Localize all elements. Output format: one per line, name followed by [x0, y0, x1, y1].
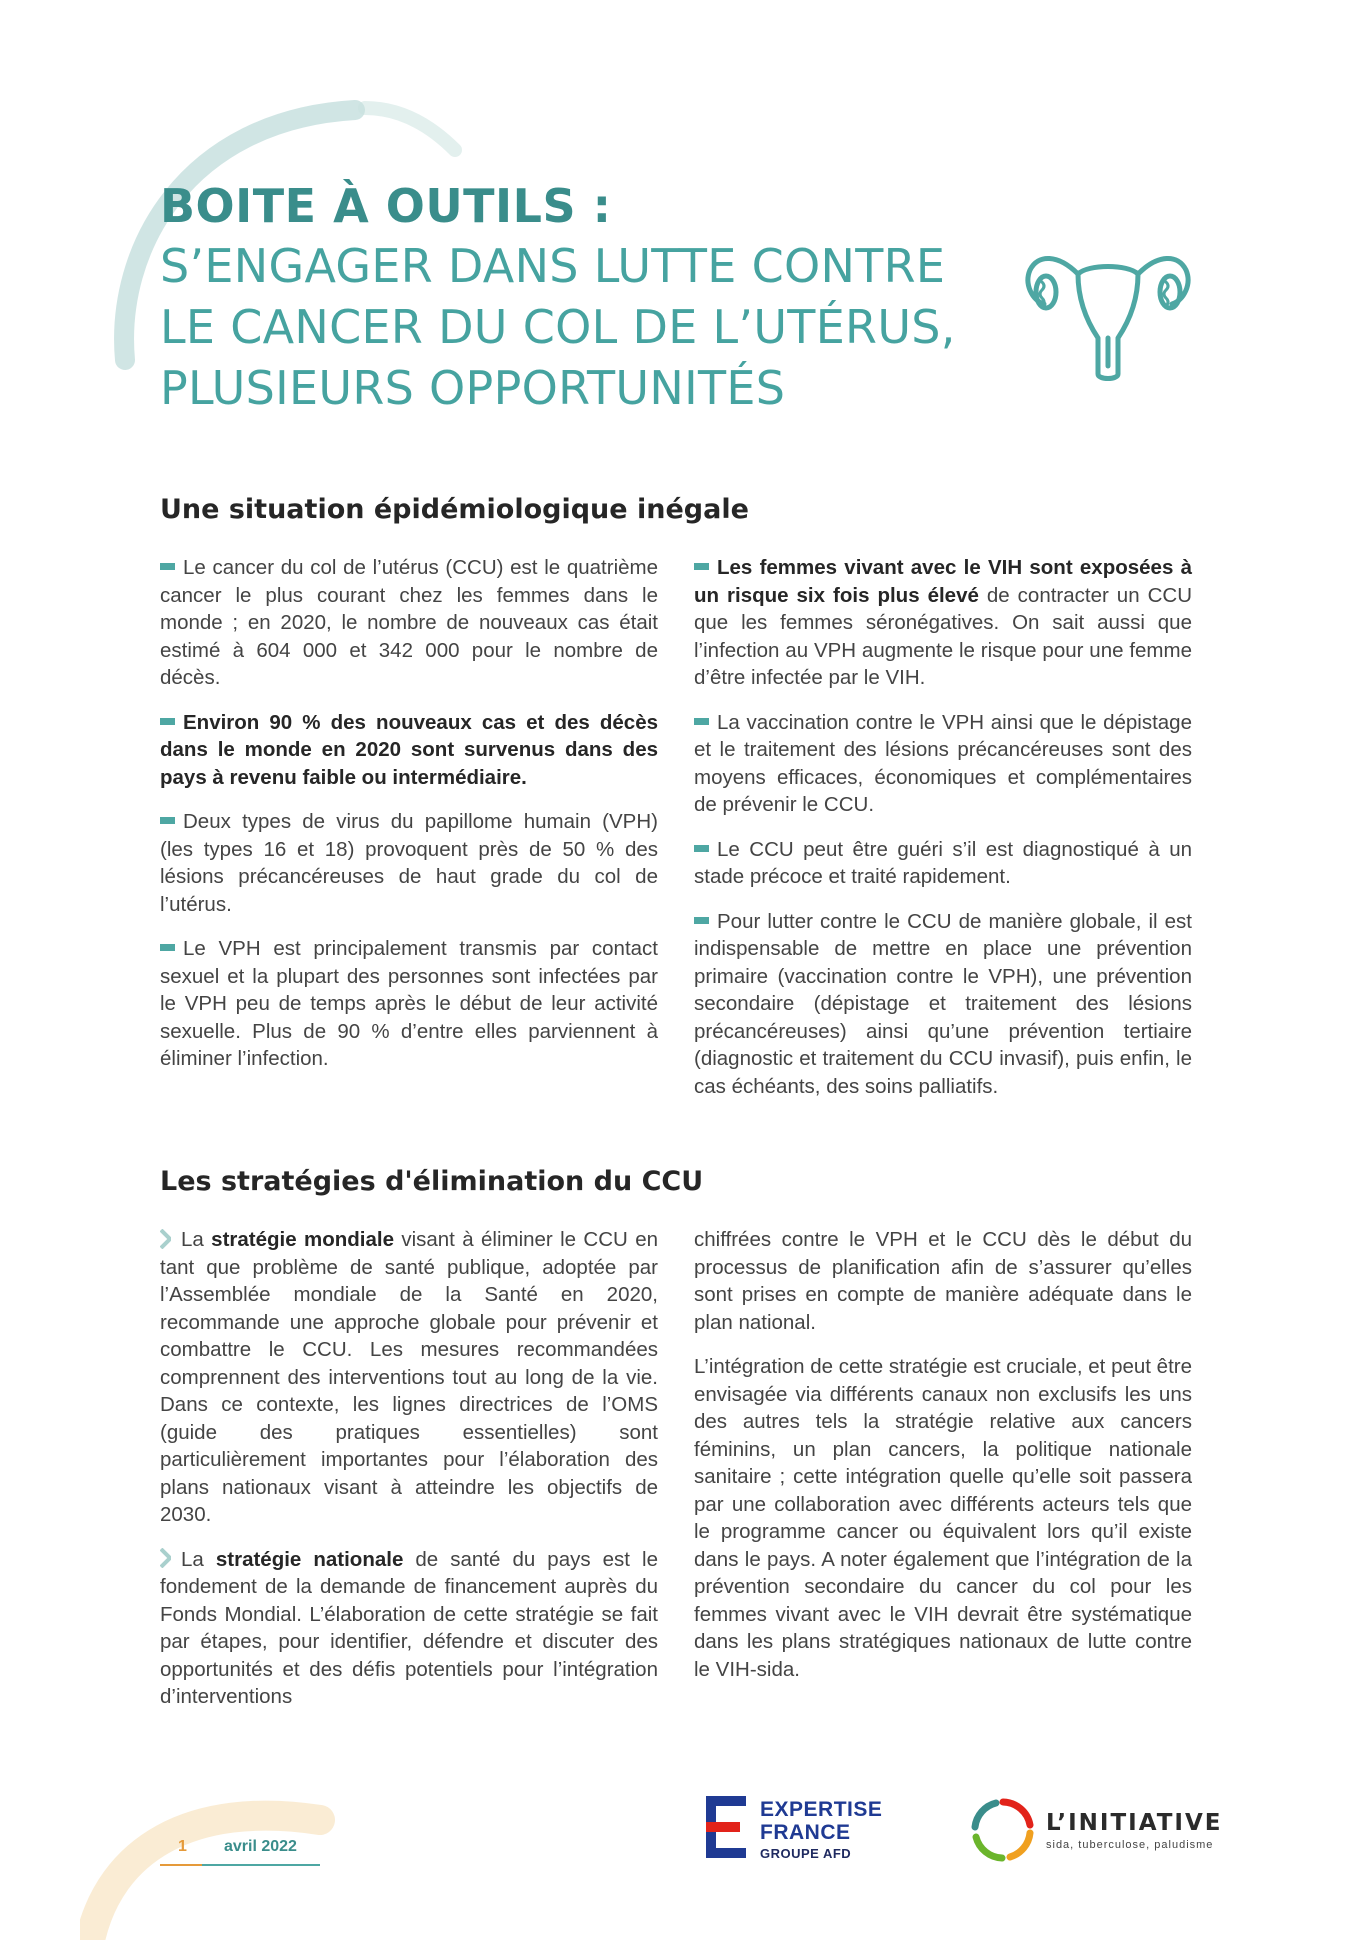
paragraph-bold: Environ 90 % des nouveaux cas et des décès dans le monde en 2020 sont survenus dans des pays à revenu faible ou intermédiaire. — [160, 710, 658, 789]
bullet-square-icon — [160, 944, 175, 951]
uterus-icon — [1018, 234, 1198, 384]
paragraph: Les femmes vivant avec le VIH sont exposées à un risque six fois plus élevé de contracter un CCU que les femmes séronégatives. On sait aussi que l’infection au VPH augmente le risque pour une femme d’être infectée par le VIH. — [694, 556, 1192, 689]
paragraph: chiffrées contre le VPH et le CCU dès le début du processus de planification afin de s’assurer qu’elles sont prises en compte de manière adéquate dans le plan national. — [694, 1228, 1192, 1334]
bullet-square-icon — [160, 718, 175, 725]
paragraph: Pour lutter contre le CCU de manière globale, il est indispensable de mettre en place une prévention primaire (vaccination contre le VPH), une prévention secondaire (dépistage et traitement des lésions précancéreuses) ainsi qu’une prévention tertiaire (diagnostic et traitement du CCU invasif), puis enfin, le cas échéants, des soins palliatifs. — [694, 909, 1192, 1098]
page-number: 1 — [178, 1838, 187, 1855]
footer-date: avril 2022 — [224, 1838, 297, 1855]
chevron-right-icon — [160, 1229, 171, 1249]
section1-left-column — [160, 554, 658, 1090]
bullet-square-icon — [160, 563, 175, 570]
section-title-epidemiology: Une situation épidémiologique inégale — [160, 494, 749, 525]
linitiative-ring-icon — [970, 1797, 1036, 1863]
page-subtitle-line-1: S’ENGAGER DANS LUTTE CONTRE — [160, 239, 946, 293]
expertise-france-logo-icon — [706, 1796, 750, 1858]
footer-divider-accent — [160, 1864, 202, 1866]
bullet-square-icon — [694, 563, 709, 570]
bullet-square-icon — [694, 718, 709, 725]
section-title-strategies: Les stratégies d'élimination du CCU — [160, 1166, 704, 1197]
page-subtitle-line-3: PLUSIEURS OPPORTUNITÉS — [160, 361, 786, 415]
bullet-square-icon — [694, 845, 709, 852]
section2-right-column — [694, 1226, 1192, 1700]
paragraph: Le cancer du col de l’utérus (CCU) est le quatrième cancer le plus courant chez les femmes dans le monde ; en 2020, le nombre de nouveaux cas était estimé à 604 000 et 342 000 pour le nombre de décès. — [160, 556, 658, 689]
section2-left-column — [160, 1226, 658, 1728]
expertise-france-logo: EXPERTISE FRANCE GROUPE AFD — [760, 1798, 883, 1861]
linitiative-logo: L’INITIATIVE sida, tuberculose, paludisme — [1046, 1810, 1223, 1851]
decorative-arc-bottom — [80, 1760, 340, 1940]
bullet-square-icon — [160, 817, 175, 824]
paragraph: L’intégration de cette stratégie est cruciale, et peut être envisagée via différents canaux non exclusifs les uns des autres tels la stratégie relative aux cancers féminins, un plan cancers, la politique nationale sanitaire ; cette intégration quelle qu’elle soit passera par une collaboration avec différents acteurs tels que le programme cancer ou équivalent lors qu’il existe dans le pays. A noter également que l’intégration de la prévention secondaire du cancer du col pour les femmes vivant avec le VIH devrait être systématique dans les plans stratégiques nationaux de lutte contre le VIH-sida. — [694, 1355, 1192, 1681]
page-title: BOITE À OUTILS : — [160, 179, 612, 233]
paragraph: La stratégie mondiale visant à éliminer le CCU en tant que problème de santé publique, adoptée par l’Assemblée mondiale de la Santé en 2020, recommande une approche globale pour prévenir et combattre le CCU. Les mesures recommandées comprennent des interventions tout au long de la vie. Dans ce contexte, les lignes directrices de l’OMS (guide des pratiques essentielles) sont particulièrement importantes pour l’élaboration des plans nationaux visant à atteindre les objectifs de 2030. — [160, 1228, 658, 1526]
title-block — [160, 176, 1020, 419]
section1-right-column — [694, 554, 1192, 1117]
paragraph: La vaccination contre le VPH ainsi que le dépistage et le traitement des lésions précancéreuses sont des moyens efficaces, économiques et complémentaires de prévenir le CCU. — [694, 710, 1192, 816]
paragraph: Deux types de virus du papillome humain (VPH) (les types 16 et 18) provoquent près de 50 % des lésions précancéreuses de haut grade du col de l’utérus. — [160, 810, 658, 916]
paragraph: La stratégie nationale de santé du pays est le fondement de la demande de financement auprès du Fonds Mondial. L’élaboration de cette stratégie se fait par étapes, pour identifier, défendre et discuter des opportunités et des défis potentiels pour l’intégration d’interventions — [160, 1547, 659, 1708]
chevron-right-icon — [160, 1548, 171, 1568]
paragraph: Le CCU peut être guéri s’il est diagnostiqué à un stade précoce et traité rapidement. — [694, 837, 1192, 888]
bullet-square-icon — [694, 917, 709, 924]
paragraph: Le VPH est principalement transmis par contact sexuel et la plupart des personnes sont infectées par le VPH peu de temps après le début de leur activité sexuelle. Plus de 90 % d’entre elles parviennent à éliminer l’infection. — [160, 937, 658, 1070]
page-subtitle-line-2: LE CANCER DU COL DE L’UTÉRUS, — [160, 300, 956, 354]
